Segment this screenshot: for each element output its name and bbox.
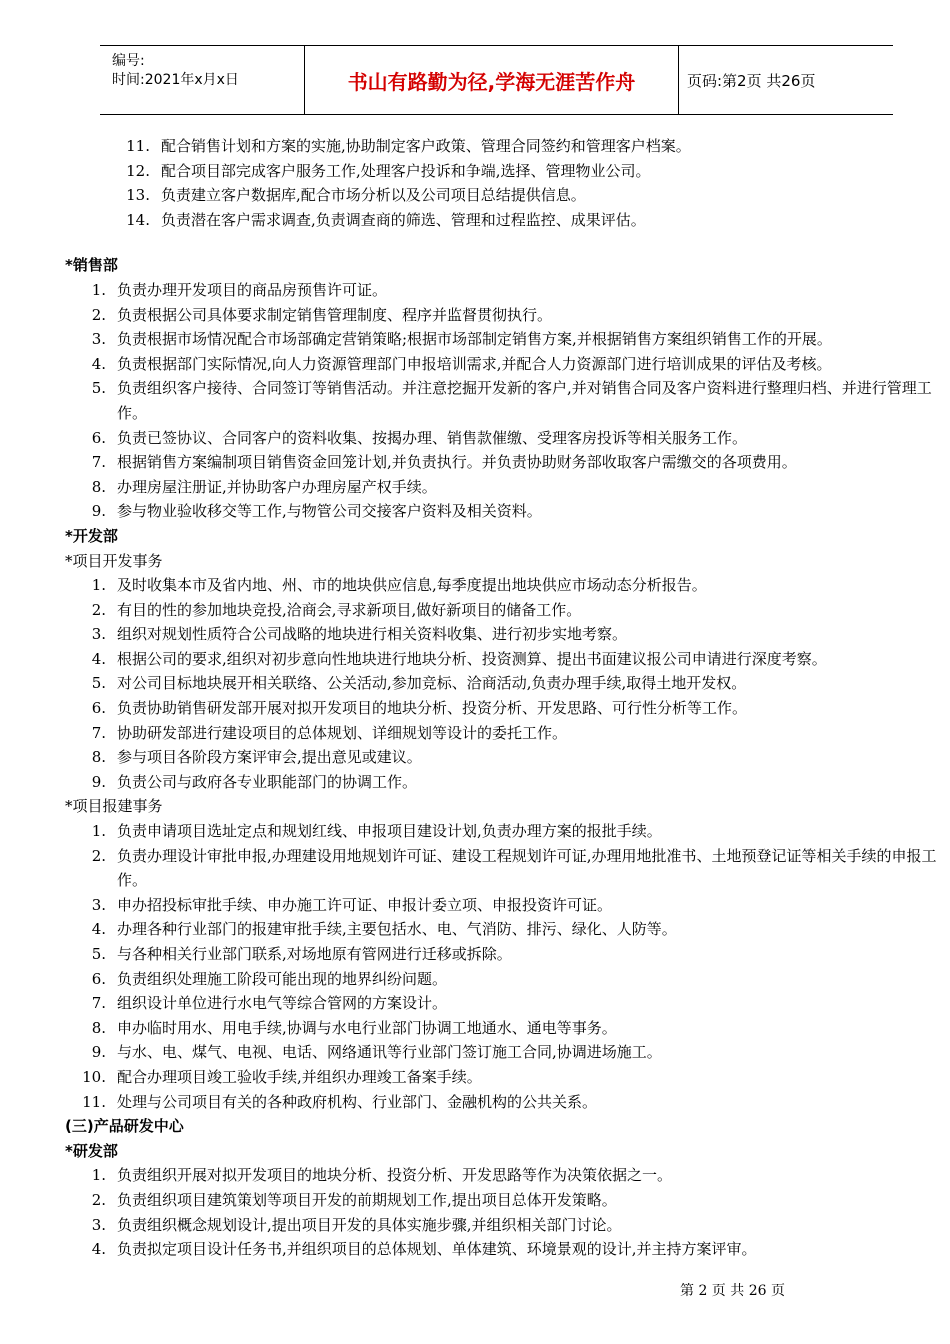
list-item xyxy=(65,134,940,159)
code-label: 编号: xyxy=(112,53,145,69)
list-item xyxy=(65,696,940,721)
list-item-number: 9. xyxy=(91,772,106,791)
list-item-text: 配合销售计划和方案的实施,协助制定客户政策、管理合同签约和管理客户档案。 xyxy=(161,137,691,155)
list-item-number: 5. xyxy=(91,674,106,693)
list-item-text: 负责潜在客户需求调查,负责调查商的筛选、管理和过程监控、成果评估。 xyxy=(161,210,646,229)
list-item xyxy=(65,573,940,598)
header-motto: 书山有路勤为径,学海无涯苦作舟 xyxy=(304,46,679,114)
page-footer: 第 2 页 共 26 页 xyxy=(680,1283,785,1299)
list-item-text: 负责根据市场情况配合市场部确定营销策略;根据市场部制定销售方案,并根据销售方案组织销售工作的开展。 xyxy=(117,330,832,349)
list-item-text: 负责组织开展对拟开发项目的地块分析、投资分析、开发思路等作为决策依据之一。 xyxy=(117,1166,673,1185)
date-label: 时间:2021年x月x日 xyxy=(112,72,239,88)
list-item xyxy=(65,721,940,746)
list-item-text: 根据销售方案编制项目销售资金回笼计划,并负责执行。并负责协助财务部收取客户需缴交的各项费用。 xyxy=(117,453,797,472)
list-item-text: 负责办理开发项目的商品房预售许可证。 xyxy=(117,280,388,299)
list-item-number: 7. xyxy=(91,994,106,1013)
list-item-text: 负责办理设计审批申报,办理建设用地规划许可证、建设工程规划许可证,办理用地批准书、土地预登记证等相关手续的申报工作。 xyxy=(117,846,937,890)
list-item-text: 协助研发部进行建设项目的总体规划、详细规划等设计的委托工作。 xyxy=(117,723,568,742)
list-item xyxy=(65,159,940,184)
list-item-number: 9. xyxy=(91,1043,106,1062)
list-item-text: 负责申请项目选址定点和规划红线、申报项目建设计划,负责办理方案的报批手续。 xyxy=(117,822,662,841)
list-item-number: 10. xyxy=(82,1067,106,1086)
list-item-text: 对公司目标地块展开相关联络、公关活动,参加竞标、洽商活动,负责办理手续,取得土地开发权。 xyxy=(117,674,747,693)
list-item-number: 7. xyxy=(91,723,106,742)
dev-subheading-1: *项目开发事务 xyxy=(65,551,163,570)
list-item xyxy=(65,450,940,475)
list-item-text: 配合办理项目竣工验收手续,并组织办理竣工备案手续。 xyxy=(117,1067,482,1086)
list-item xyxy=(65,426,940,451)
list-item xyxy=(65,183,940,208)
sales-heading: *销售部 xyxy=(65,256,118,275)
list-item-number: 3. xyxy=(91,895,106,914)
list-item-text: 处理与公司项目有关的各种政府机构、行业部门、金融机构的公共关系。 xyxy=(117,1092,598,1111)
list-item-number: 11. xyxy=(82,1092,106,1111)
list-item-number: 8. xyxy=(91,748,106,767)
list-item-number: 1. xyxy=(91,280,106,299)
list-item-text: 负责组织项目建筑策划等项目开发的前期规划工作,提出项目总体开发策略。 xyxy=(117,1190,617,1209)
list-item-text: 负责组织客户接待、合同签订等销售活动。并注意挖掘开发新的客户,并对销售合同及客户资料进行整理归档、并进行管理工作。 xyxy=(117,379,932,422)
list-item-text: 办理房屋注册证,并协助客户办理房屋产权手续。 xyxy=(117,477,437,496)
list-item-number: 6. xyxy=(91,699,106,718)
list-item-number: 5. xyxy=(91,945,106,963)
list-item xyxy=(65,671,940,696)
list-item-number: 2. xyxy=(91,600,106,619)
list-item xyxy=(65,967,940,992)
list-item-text: 配合项目部完成客户服务工作,处理客户投诉和争端,选择、管理物业公司。 xyxy=(161,161,651,180)
list-item xyxy=(65,598,940,623)
list-item xyxy=(65,1065,940,1090)
list-item-number: 12. xyxy=(126,161,150,180)
list-item-number: 3. xyxy=(91,330,106,349)
list-item-text: 负责建立客户数据库,配合市场分析以及公司项目总结提供信息。 xyxy=(161,186,586,205)
dev-heading: *开发部 xyxy=(65,526,118,545)
list-item-number: 5. xyxy=(91,379,106,398)
list-item-number: 1. xyxy=(91,576,106,595)
list-item-number: 6. xyxy=(91,969,106,988)
list-item-number: 3. xyxy=(91,625,106,644)
list-item xyxy=(65,303,940,328)
list-item xyxy=(65,991,940,1016)
list-item-number: 4. xyxy=(91,354,106,373)
list-item xyxy=(65,475,940,500)
rd-dept-heading: *研发部 xyxy=(65,1141,118,1160)
list-item-text: 负责根据部门实际情况,向人力资源管理部门申报培训需求,并配合人力资源部门进行培训成果的评估及考核。 xyxy=(117,354,832,373)
list-item-text: 申办招投标审批手续、申办施工许可证、申报计委立项、申报投资许可证。 xyxy=(117,895,613,914)
list-item-number: 7. xyxy=(91,453,106,472)
list-item xyxy=(65,917,940,942)
list-item-text: 与各种相关行业部门联系,对场地原有管网进行迁移或拆除。 xyxy=(117,945,512,963)
list-item xyxy=(65,1016,940,1041)
list-item-number: 4. xyxy=(91,649,106,668)
list-item-number: 1. xyxy=(91,822,106,841)
list-item-text: 有目的性的参加地块竞投,洽商会,寻求新项目,做好新项目的储备工作。 xyxy=(117,600,582,619)
list-item xyxy=(65,327,940,352)
list-item xyxy=(65,819,940,844)
list-item-number: 1. xyxy=(91,1166,106,1185)
list-item xyxy=(65,647,940,672)
list-item-text: 负责公司与政府各专业职能部门的协调工作。 xyxy=(117,772,418,791)
list-item-text: 负责组织概念规划设计,提出项目开发的具体实施步骤,并组织相关部门讨论。 xyxy=(117,1215,622,1234)
list-item-text: 负责拟定项目设计任务书,并组织项目的总体规划、单体建筑、环境景观的设计,并主持方案评审。 xyxy=(117,1240,757,1259)
list-item-number: 2. xyxy=(91,846,106,865)
list-item xyxy=(65,622,940,647)
dev-list-1 xyxy=(65,573,940,794)
list-item xyxy=(65,844,940,893)
list-item-number: 8. xyxy=(91,1018,106,1037)
list-item-text: 与水、电、煤气、电视、电话、网络通讯等行业部门签订施工合同,协调进场施工。 xyxy=(117,1043,662,1062)
list-item xyxy=(65,1163,940,1188)
list-item xyxy=(65,352,940,377)
list-item xyxy=(65,1090,940,1115)
list-item-text: 组织对规划性质符合公司战略的地块进行相关资料收集、进行初步实地考察。 xyxy=(117,625,628,644)
list-item xyxy=(65,278,940,303)
list-item-number: 4. xyxy=(91,1240,106,1259)
list-item-text: 负责组织处理施工阶段可能出现的地界纠纷问题。 xyxy=(117,969,448,988)
list-item xyxy=(65,893,940,918)
list-item-text: 组织设计单位进行水电气等综合管网的方案设计。 xyxy=(117,994,448,1013)
list-item-number: 14. xyxy=(126,210,150,229)
top-list xyxy=(65,134,940,232)
list-item-number: 4. xyxy=(91,920,106,939)
dev-subheading-2: *项目报建事务 xyxy=(65,797,163,816)
header-meta xyxy=(100,46,304,114)
list-item xyxy=(65,1188,940,1213)
list-item-text: 参与物业验收移交等工作,与物管公司交接客户资料及相关资料。 xyxy=(117,502,542,521)
list-item-number: 9. xyxy=(91,502,106,521)
list-item-number: 2. xyxy=(91,305,106,324)
list-item-text: 参与项目各阶段方案评审会,提出意见或建议。 xyxy=(117,748,422,767)
list-item-number: 2. xyxy=(91,1190,106,1209)
list-item xyxy=(65,499,940,524)
list-item-text: 负责根据公司具体要求制定销售管理制度、程序并监督贯彻执行。 xyxy=(117,305,553,324)
document-body xyxy=(65,134,940,1262)
list-item-number: 11. xyxy=(126,137,150,155)
header-page-label: 页码:第2页 共26页 xyxy=(687,71,816,90)
list-item-text: 负责协助销售研发部开展对拟开发项目的地块分析、投资分析、开发思路、可行性分析等工作。 xyxy=(117,699,748,718)
list-item-number: 6. xyxy=(91,428,106,447)
list-item-text: 根据公司的要求,组织对初步意向性地块进行地块分析、投资测算、提出书面建议报公司申请进行深度考察。 xyxy=(117,649,827,668)
list-item xyxy=(65,942,940,967)
list-item xyxy=(65,1040,940,1065)
page-header xyxy=(100,45,893,115)
list-item-text: 办理各种行业部门的报建审批手续,主要包括水、电、气消防、排污、绿化、人防等。 xyxy=(117,920,677,939)
list-item-number: 13. xyxy=(126,186,150,205)
list-item xyxy=(65,1237,940,1262)
rd-list xyxy=(65,1163,940,1261)
list-item xyxy=(65,1213,940,1238)
list-item xyxy=(65,208,940,233)
dev-list-2 xyxy=(65,819,940,1114)
list-item xyxy=(65,770,940,795)
list-item xyxy=(65,745,940,770)
rd-center-heading: (三)产品研发中心 xyxy=(65,1117,184,1136)
sales-list xyxy=(65,278,940,524)
list-item-text: 及时收集本市及省内地、州、市的地块供应信息,每季度提出地块供应市场动态分析报告。 xyxy=(117,576,707,595)
list-item-number: 3. xyxy=(91,1215,106,1234)
list-item-number: 8. xyxy=(91,477,106,496)
list-item xyxy=(65,376,940,425)
list-item-text: 负责已签协议、合同客户的资料收集、按揭办理、销售款催缴、受理客房投诉等相关服务工作。 xyxy=(117,428,748,447)
list-item-text: 申办临时用水、用电手续,协调与水电行业部门协调工地通水、通电等事务。 xyxy=(117,1018,617,1037)
